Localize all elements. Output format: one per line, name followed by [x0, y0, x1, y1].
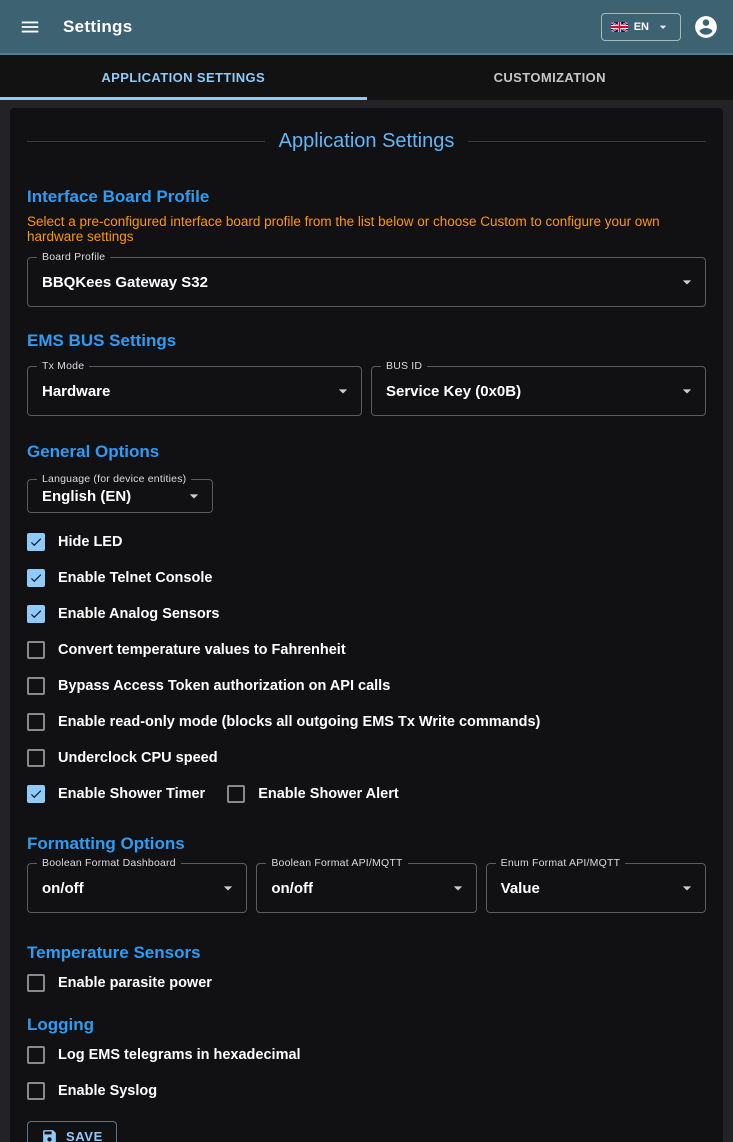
checkbox-row-parasite-power[interactable] — [27, 965, 706, 1001]
checkbox-label: Enable Analog Sensors — [58, 606, 220, 622]
interface-board-info: Select a pre-configured interface board profile from the list below or choose Custom to configure your own hardware settings — [27, 214, 660, 244]
boolean-format-api-value: on/off — [271, 879, 313, 897]
checkbox-label: Enable parasite power — [58, 975, 212, 991]
boolean-format-dashboard-select[interactable] — [27, 857, 247, 913]
dropdown-arrow-icon — [677, 878, 697, 898]
checkbox-label: Log EMS telegrams in hexadecimal — [58, 1047, 301, 1063]
checkbox-row-syslog[interactable] — [27, 1073, 706, 1109]
checkbox-label: Enable Shower Timer — [58, 786, 206, 802]
save-button-label: SAVE — [66, 1129, 103, 1142]
shower-timer-checkbox[interactable] — [27, 785, 45, 803]
checkbox-row-readonly-mode[interactable] — [27, 704, 706, 740]
entity-language-select[interactable] — [27, 473, 213, 513]
section-heading-interface-board: Interface Board Profile — [27, 187, 210, 206]
checkbox-label: Hide LED — [58, 534, 123, 550]
active-tab-indicator — [0, 97, 367, 100]
checkbox-row-hide-led[interactable] — [27, 524, 706, 560]
checkbox-label: Enable Telnet Console — [58, 570, 213, 586]
divider — [468, 141, 706, 142]
checkbox — [27, 1046, 45, 1064]
checkbox — [27, 1082, 45, 1100]
tx-mode-value: Hardware — [42, 382, 111, 400]
app-bar — [0, 0, 733, 55]
checkbox-row-shower — [27, 776, 706, 812]
section-heading-general: General Options — [27, 442, 160, 461]
checkbox — [27, 641, 45, 659]
checkbox-label: Enable Syslog — [58, 1083, 158, 1099]
divider — [27, 141, 265, 142]
checkbox — [27, 677, 45, 695]
dropdown-arrow-icon — [333, 381, 353, 401]
chevron-down-icon — [655, 19, 671, 35]
tx-mode-select[interactable] — [27, 360, 362, 416]
board-profile-label: Board Profile — [37, 251, 110, 263]
checkbox-row-telnet[interactable] — [27, 560, 706, 596]
section-heading-temperature-sensors: Temperature Sensors — [27, 943, 201, 962]
account-circle-icon — [693, 14, 719, 40]
checkbox — [27, 569, 45, 587]
dropdown-arrow-icon — [218, 878, 238, 898]
entity-language-value: English (EN) — [42, 487, 132, 505]
shower-alert-checkbox[interactable] — [227, 785, 245, 803]
tab-application-settings[interactable]: APPLICATION SETTINGS — [101, 70, 266, 85]
section-heading-ems-bus: EMS BUS Settings — [27, 331, 177, 350]
logging-checklist — [27, 1037, 706, 1109]
checkbox — [27, 749, 45, 767]
checkbox-row-log-hex[interactable] — [27, 1037, 706, 1073]
bus-id-label: BUS ID — [381, 360, 427, 372]
checkbox-row-bypass-token[interactable] — [27, 668, 706, 704]
boolean-format-dashboard-label: Boolean Format Dashboard — [37, 857, 181, 869]
card-title: Application Settings — [278, 130, 455, 152]
dropdown-arrow-icon — [677, 272, 697, 292]
settings-card — [10, 108, 723, 1142]
board-profile-value: BBQKees Gateway S32 — [42, 273, 208, 291]
account-button[interactable] — [691, 12, 721, 42]
checkbox — [27, 605, 45, 623]
save-button[interactable] — [27, 1121, 117, 1142]
save-icon — [41, 1128, 58, 1142]
checkbox-label: Enable read-only mode (blocks all outgoing EMS Tx Write commands) — [58, 714, 541, 730]
checkbox-label: Convert temperature values to Fahrenheit — [58, 642, 346, 658]
tx-mode-label: Tx Mode — [37, 360, 89, 372]
section-heading-formatting: Formatting Options — [27, 834, 185, 853]
boolean-format-dashboard-value: on/off — [42, 879, 84, 897]
checkbox — [27, 974, 45, 992]
dropdown-arrow-icon — [677, 381, 697, 401]
entity-language-label: Language (for device entities) — [37, 473, 191, 485]
page-title: Settings — [63, 16, 133, 36]
section-heading-logging: Logging — [27, 1015, 95, 1034]
bus-id-value: Service Key (0x0B) — [386, 382, 522, 400]
uk-flag-icon — [611, 22, 628, 32]
boolean-format-api-label: Boolean Format API/MQTT — [266, 857, 407, 869]
hamburger-menu-icon[interactable] — [14, 11, 46, 43]
boolean-format-api-select[interactable] — [256, 857, 476, 913]
temperature-sensors-checklist — [27, 965, 706, 1001]
tab-customization[interactable]: CUSTOMIZATION — [493, 70, 606, 85]
card-title-row — [27, 130, 706, 153]
checkbox-row-analog-sensors[interactable] — [27, 596, 706, 632]
board-profile-select[interactable] — [27, 251, 706, 307]
checkbox — [27, 713, 45, 731]
checkbox-label: Underclock CPU speed — [58, 750, 218, 766]
enum-format-api-value: Value — [500, 879, 540, 897]
general-options-checklist — [27, 524, 706, 812]
language-selector[interactable] — [601, 13, 681, 41]
checkbox-label: Enable Shower Alert — [258, 786, 399, 802]
dropdown-arrow-icon — [448, 878, 468, 898]
enum-format-api-select[interactable] — [486, 857, 706, 913]
language-code: EN — [633, 20, 649, 33]
checkbox-row-underclock-cpu[interactable] — [27, 740, 706, 776]
tab-bar — [0, 55, 733, 100]
dropdown-arrow-icon — [184, 486, 204, 506]
bus-id-select[interactable] — [371, 360, 706, 416]
checkbox-row-fahrenheit[interactable] — [27, 632, 706, 668]
enum-format-api-label: Enum Format API/MQTT — [496, 857, 626, 869]
checkbox-label: Bypass Access Token authorization on API calls — [58, 678, 391, 694]
checkbox — [27, 533, 45, 551]
